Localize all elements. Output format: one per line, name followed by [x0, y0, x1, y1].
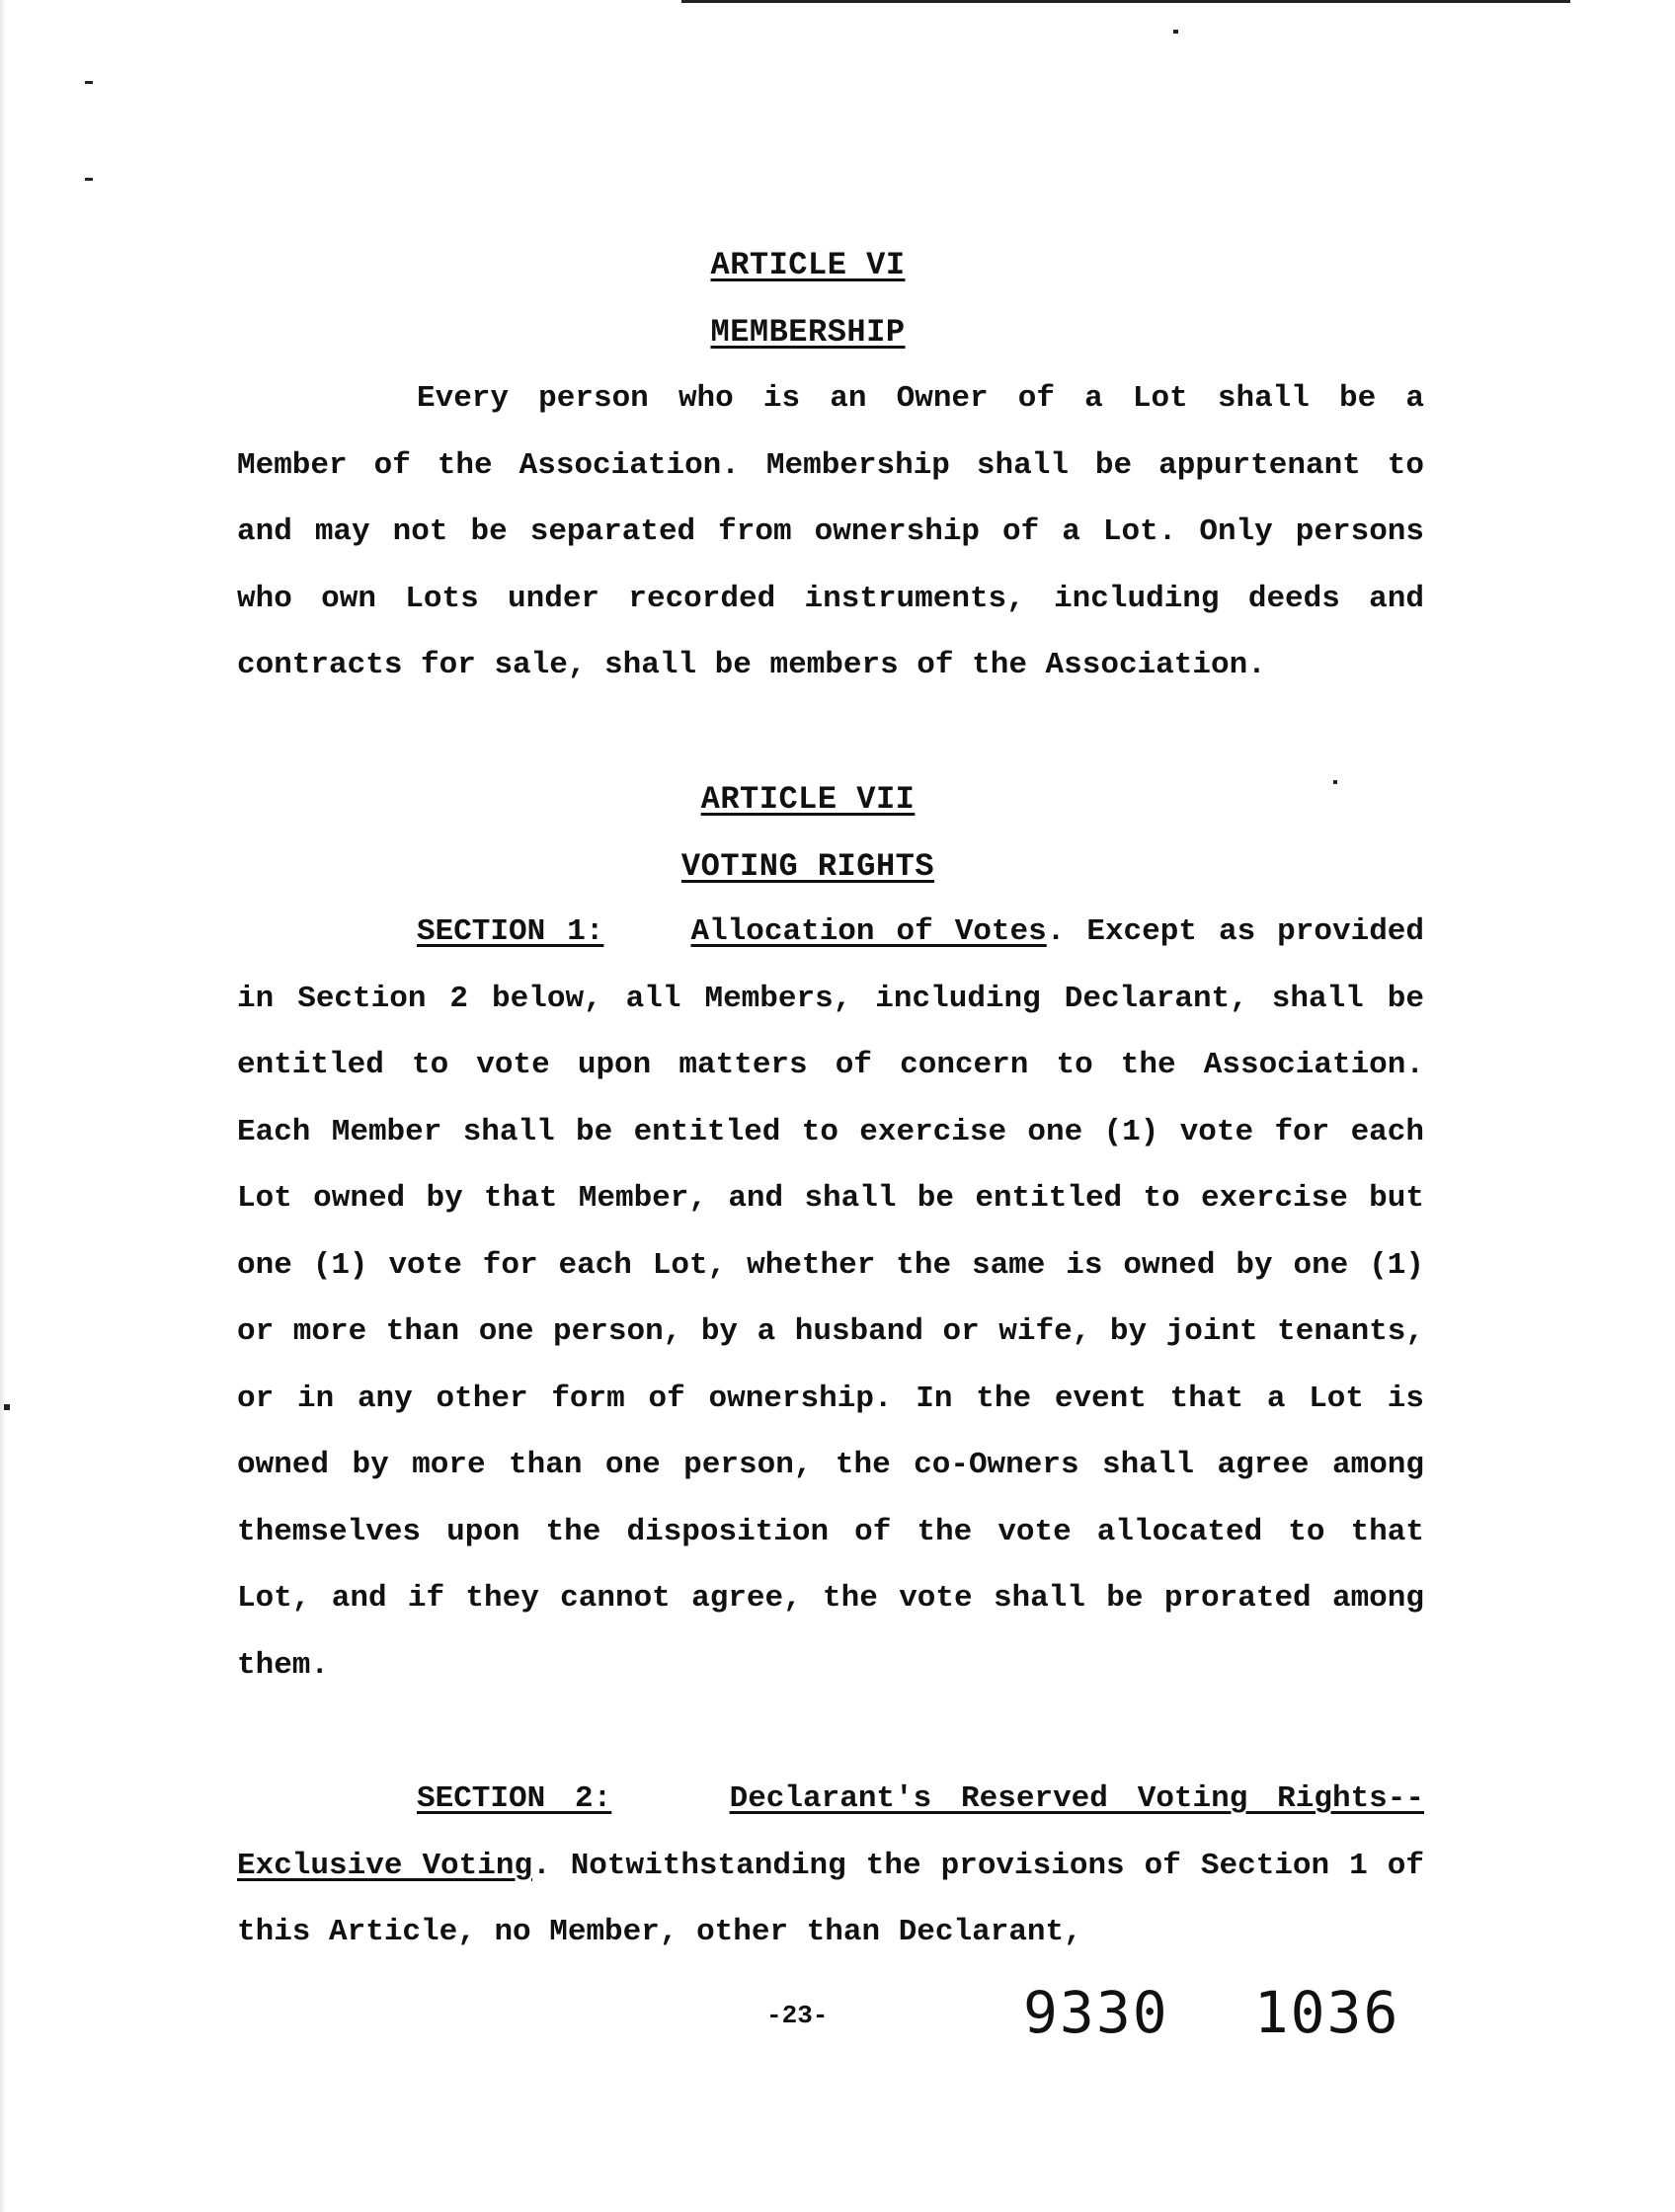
article-7-title: ARTICLE VII: [700, 781, 916, 818]
page-number: -23-: [766, 2001, 829, 2030]
section-2-paragraph: [237, 1766, 1424, 1966]
scan-speck: [85, 178, 93, 181]
section-1-label: SECTION 1:: [417, 914, 604, 949]
stamp-book: 9330: [1023, 1979, 1169, 2046]
section-2-heading: Declarant's Reserved Voting Rights--Exclusive Voting: [237, 1781, 1424, 1883]
membership-text: Every person who is an Owner of a Lot shall be a Member of the Association. Membership shall be appurtenant to and may not be separated from ownership of a Lot. Only persons who own Lots under recorded instruments, including deeds and contracts for sale, shall be members of the Association.: [237, 381, 1424, 682]
section-2-text: . Notwithstanding the provisions of Section 1 of this Article, no Member, other than Declarant,: [237, 1848, 1424, 1949]
scan-top-line: [681, 0, 1570, 3]
article-6-title: ARTICLE VI: [710, 247, 906, 283]
recording-stamp: [1023, 1979, 1399, 2046]
article-6-subtitle: MEMBERSHIP: [710, 314, 906, 351]
article-7-subtitle: VOTING RIGHTS: [680, 848, 935, 885]
section-1-paragraph: [237, 899, 1424, 1698]
section-2-label: SECTION 2:: [417, 1781, 612, 1816]
scan-speck: [4, 1404, 10, 1410]
section-1-text: . Except as provided in Section 2 below, all Members, including Declarant, shall be entitled to vote upon matters of concern to the Association. Each Member shall be entitled to exercise one (1) vote for each Lot owned by that Member, and shall be entitled to exercise but one (1) vote for each Lot, whether the same is owned by one (1) or more than one person, by a husband or wife, by joint tenants, or in any other form of ownership. In the event that a Lot is owned by more than one person, the co-Owners shall agree among themselves upon the disposition of the vote allocated to that Lot, and if they cannot agree, the vote shall be prorated among them.: [237, 914, 1424, 1683]
stamp-page: 1036: [1253, 1979, 1400, 2046]
section-1-heading: Allocation of Votes: [690, 914, 1047, 949]
membership-paragraph: [237, 365, 1424, 699]
scan-speck: [85, 81, 93, 84]
scan-speck: [1173, 30, 1178, 34]
